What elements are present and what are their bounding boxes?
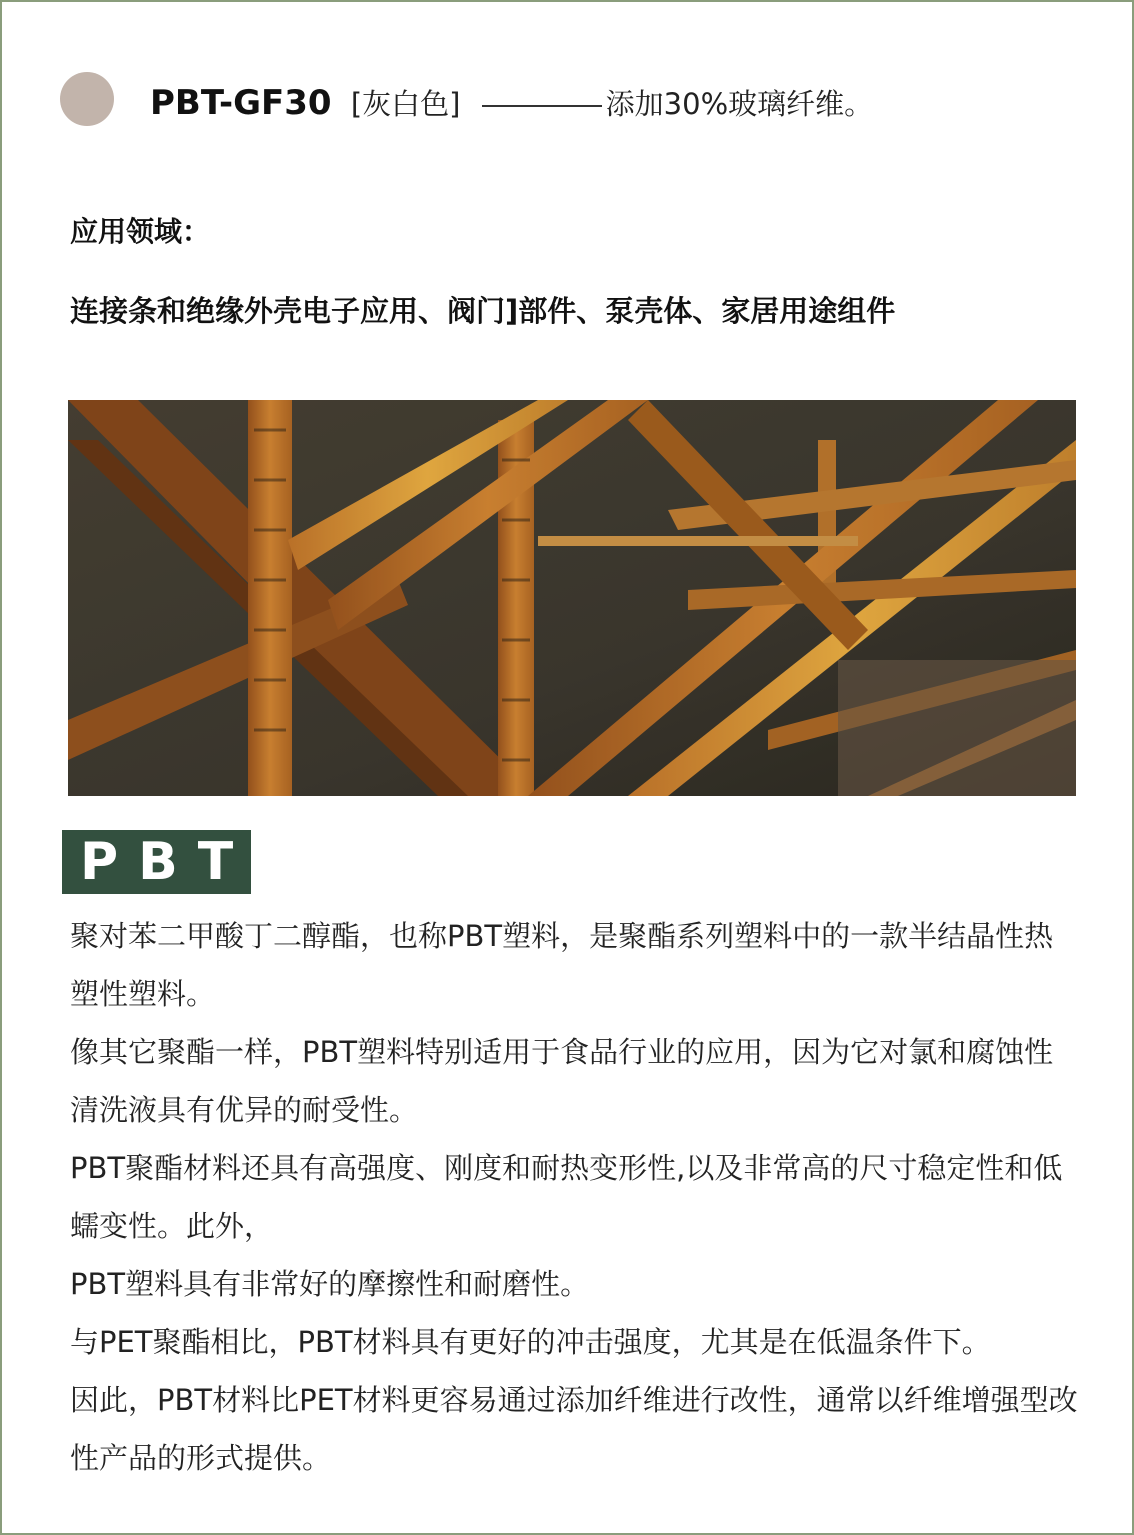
description-paragraph: 与PET聚酯相比，PBT材料具有更好的冲击强度，尤其是在低温条件下。 xyxy=(70,1325,991,1359)
description-paragraph: PBT塑料具有非常好的摩擦性和耐磨性。 xyxy=(70,1267,590,1301)
product-title xyxy=(150,80,873,127)
product-description: 添加30%玻璃纤维。 xyxy=(605,87,874,121)
color-swatch xyxy=(60,72,114,126)
application-label: 应用领域： xyxy=(70,215,211,248)
application-text: 连接条和绝缘外壳电子应用、阀门]部件、泵壳体、家居用途组件 xyxy=(70,294,896,328)
product-grade: PBT-GF30 xyxy=(150,83,332,123)
pbt-badge: PBT xyxy=(62,830,251,894)
material-description xyxy=(70,907,1080,1487)
steel-structure-photo xyxy=(68,400,1076,796)
title-dash xyxy=(482,105,602,107)
description-paragraph: 聚对苯二甲酸丁二醇酯，也称PBT塑料，是聚酯系列塑料中的一款半结晶性热塑性塑料。 xyxy=(70,919,1054,1011)
product-color: [灰白色] xyxy=(350,87,461,121)
description-paragraph: 因此，PBT材料比PET材料更容易通过添加纤维进行改性，通常以纤维增强型改性产品的形式提供。 xyxy=(70,1383,1078,1475)
description-paragraph: 像其它聚酯一样，PBT塑料特别适用于食品行业的应用，因为它对氯和腐蚀性清洗液具有优异的耐受性。 xyxy=(70,1035,1054,1127)
description-paragraph: PBT聚酯材料还具有高强度、刚度和耐热变形性,以及非常高的尺寸稳定性和低蠕变性。此外， xyxy=(70,1151,1063,1243)
